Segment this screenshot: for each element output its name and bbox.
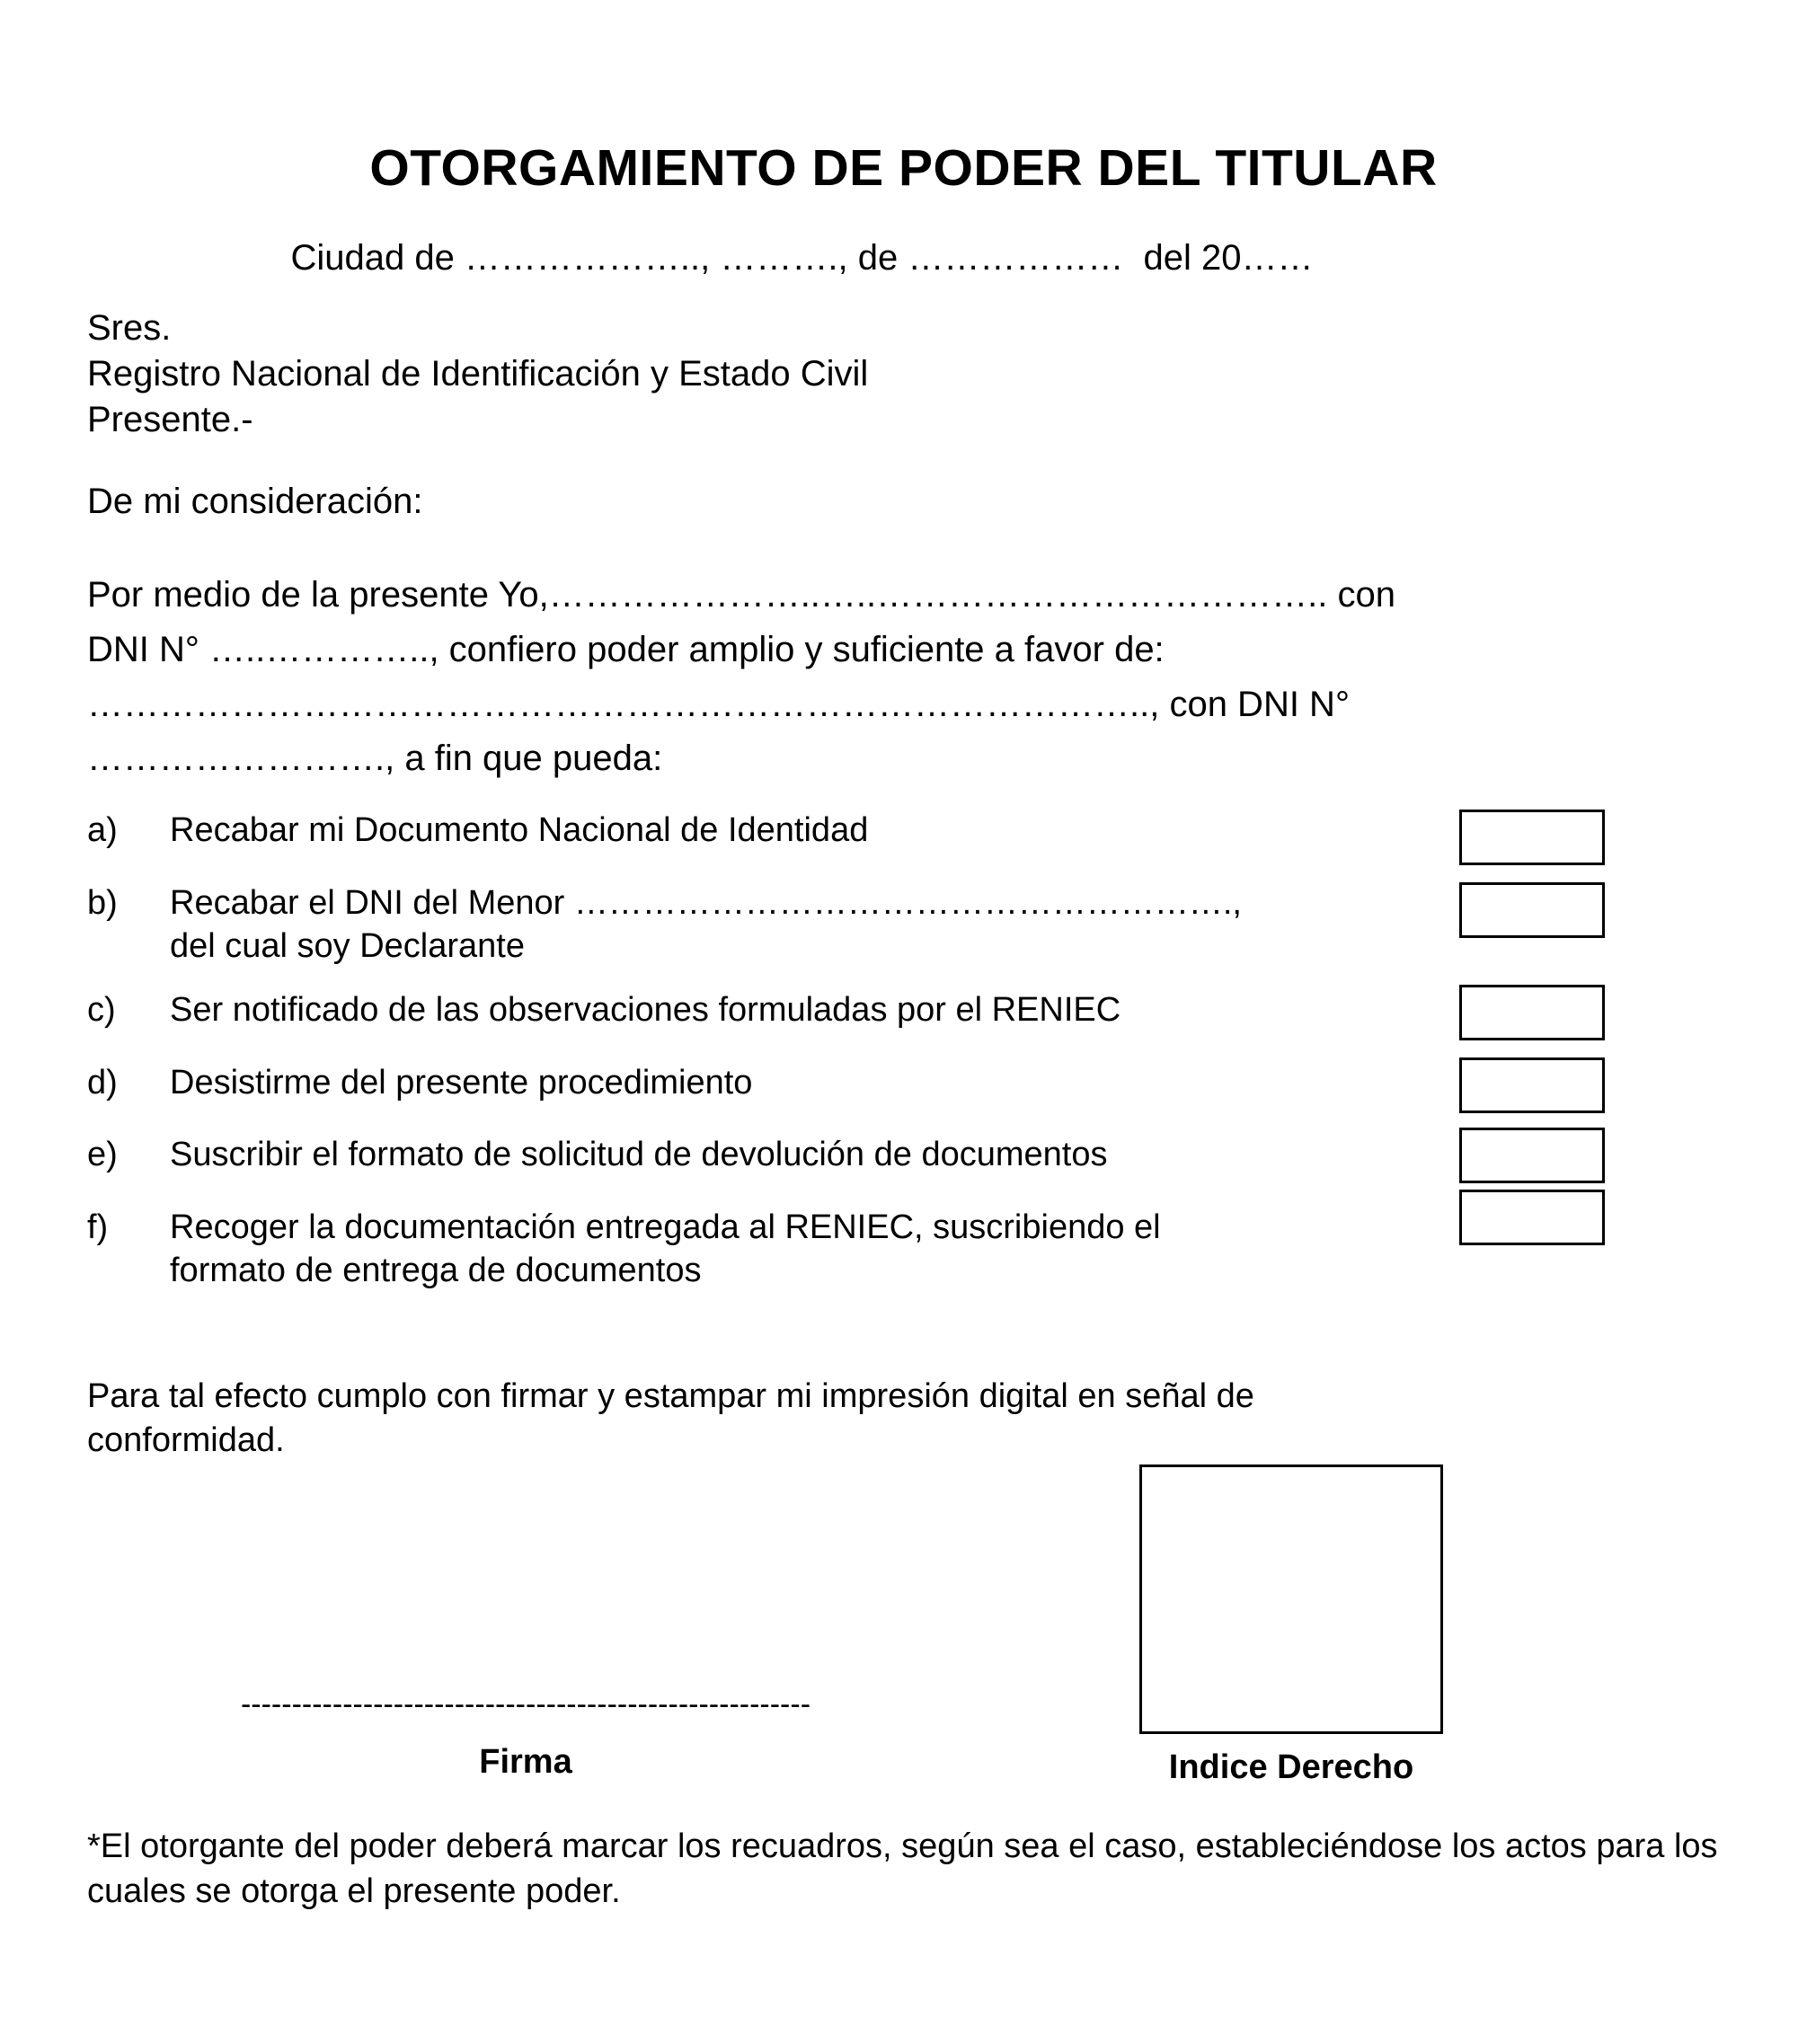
body-line-2: DNI N° …..………….., confiero poder amplio y suficiente a favor de: [87,629,1165,669]
checkbox-clause-e[interactable] [1459,1128,1605,1183]
signature-block [157,1689,894,1782]
clause-item-c [87,988,1715,1032]
clause-text-d [170,1061,1399,1105]
addressee-line-1: Sres. [87,308,172,348]
clause-letter-b: b) [87,883,118,922]
clause-text-b-line-2: del cual soy Declarante [170,927,525,966]
clause-letter-e: e) [87,1136,118,1174]
salutation: De mi consideración: [87,482,423,521]
fingerprint-block [1139,1464,1443,1787]
clause-item-a [87,809,1715,853]
fingerprint-label: Indice Derecho [1168,1748,1414,1786]
clause-item-f [87,1206,1715,1293]
body-line-3: …………………………………………………………………………….., con DNI N° [87,684,1350,724]
checkbox-clause-d[interactable] [1459,1057,1605,1113]
checkbox-clause-f[interactable] [1459,1190,1605,1245]
clause-text-c-line-1: Ser notificado de las observaciones formuladas por el RENIEC [170,990,1121,1029]
checkbox-clause-b[interactable] [1459,882,1605,938]
body-line-1: Por medio de la presente Yo,…………………..…..……………………………….. con [87,575,1395,615]
body-line-4: ……………………., a fin que pueda: [87,739,663,779]
clause-list [87,809,1715,1293]
page-title: OTORGAMIENTO DE PODER DEL TITULAR [369,139,1438,198]
fingerprint-box[interactable] [1139,1464,1443,1734]
checkbox-clause-a[interactable] [1459,810,1605,865]
clause-item-b [87,881,1715,969]
clause-letter-c: c) [87,990,116,1029]
clause-text-f-line-1: Recoger la documentación entregada al RENIEC, suscribiendo el [170,1208,1161,1246]
clause-text-b-line-1: Recabar el DNI del Menor …………………………………………………., [170,883,1242,922]
clause-text-e [170,1133,1399,1177]
clause-text-a [170,809,1399,853]
clause-item-d [87,1061,1715,1105]
signature-line[interactable]: -------------------------------------------------------- [240,1689,811,1720]
closing-paragraph: Para tal efecto cumplo con firmar y estampar mi impresión digital en señal de conformidad. [87,1377,1254,1460]
clause-text-e-line-1: Suscribir el formato de solicitud de devolución de documentos [170,1136,1108,1174]
signature-label: Firma [479,1743,572,1781]
footnote: *El otorgante del poder deberá marcar los recuadros, según sea el caso, estableciéndose los actos para los cuales se otorga el presente poder. [87,1827,1718,1911]
checkbox-clause-c[interactable] [1459,985,1605,1040]
body-paragraph [87,568,1715,786]
clause-text-a-line-1: Recabar mi Documento Nacional de Identidad [170,811,869,849]
clause-letter-a: a) [87,811,118,849]
clause-letter-f: f) [87,1208,109,1246]
clause-text-d-line-1: Desistirme del presente procedimiento [170,1063,753,1102]
clause-letter-d: d) [87,1063,118,1102]
addressee-block [87,305,868,444]
date-line: Ciudad de ……………….., ………., de ……………… del 20…… [290,238,1314,278]
clause-text-f [170,1206,1399,1293]
addressee-line-3: Presente.- [87,400,253,440]
clause-text-b [170,881,1399,969]
clause-item-e [87,1133,1715,1177]
addressee-line-2: Registro Nacional de Identificación y Estado Civil [87,354,869,394]
clause-text-c [170,988,1399,1032]
clause-text-f-line-2: formato de entrega de documentos [170,1252,702,1290]
